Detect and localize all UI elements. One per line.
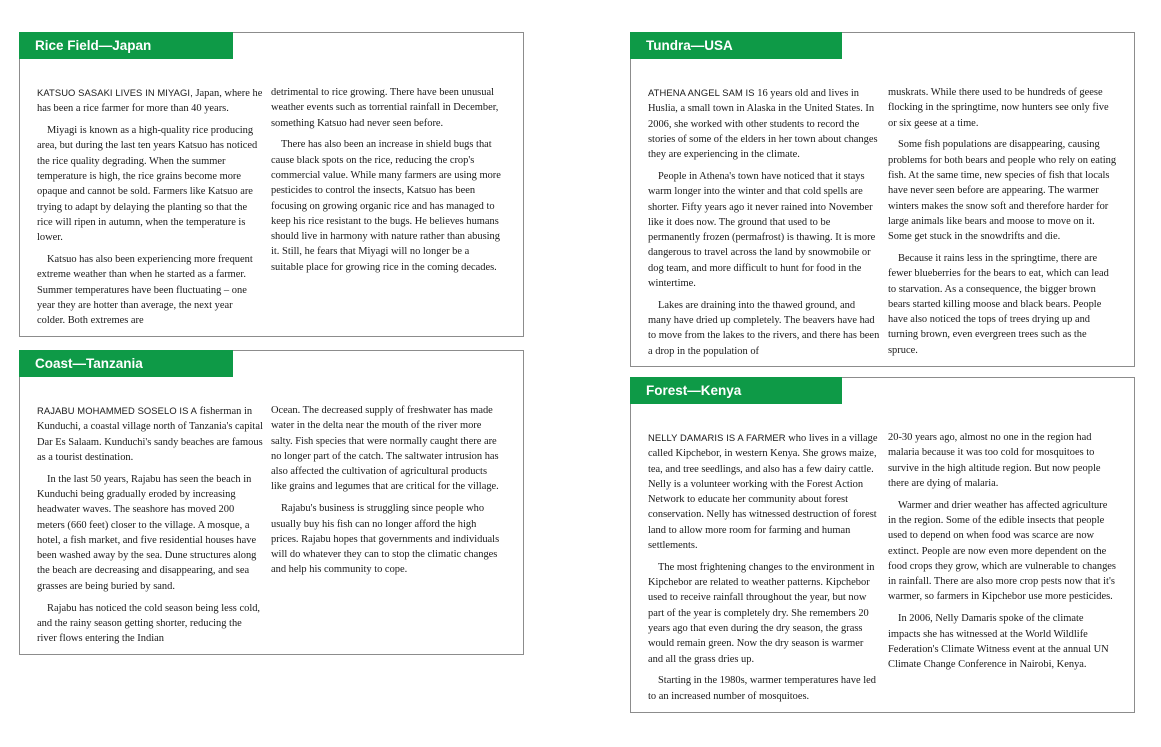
lead-in: KATSUO SASAKI LIVES IN MIYAGI, <box>37 87 193 98</box>
column-1 <box>37 403 271 653</box>
column-1 <box>648 85 888 366</box>
paragraph: Some fish populations are disappearing, causing problems for both bears and people who rely on eating fish. At the same time, new species of fish that locals have never seen before are appearing. The warmer winters makes the snow soft and therefore harder for large animals like bears and moose to move on it. Some get stuck in the snowdrifts and die. <box>888 139 1117 243</box>
section-tanzania <box>19 350 524 655</box>
paragraph: Starting in the 1980s, warmer temperatures have led to an increased number of mosquitoes. <box>648 675 876 702</box>
paragraph: Warmer and drier weather has affected agriculture in the region. Some of the edible insects that people used to depend on when food was scarce are now extinct. People are now even more dependent on the food crops they grow, which are vulnerable to changes in rainfall. There are also more crop pests now that it's warmer, so farmers in Kipchebor use more pesticides. <box>888 499 1116 603</box>
column-2 <box>271 85 501 335</box>
paragraph: People in Athena's town have noticed that it stays warm longer into the winter and that cold spells are shorter. Fifty years ago it never rained into November like it does now. The ground that used to be permanently frozen (permafrost) is thawing. It is more dangerous to travel across the land by snowmobile or dog team, and more difficult to hunt for food in the wintertime. <box>648 170 876 290</box>
paragraph: Rajabu has noticed the cold season being less cold, and the rainy season getting shorter, reducing the river flows entering the Indian <box>37 602 261 645</box>
section-kenya <box>630 377 1135 713</box>
section-usa <box>630 32 1135 367</box>
section-japan <box>19 32 524 337</box>
section-title-japan: Rice Field—Japan <box>19 32 233 59</box>
column-2 <box>888 430 1118 711</box>
section-title-tanzania: Coast—Tanzania <box>19 350 233 377</box>
paragraph: RAJABU MOHAMMED SOSELO IS A fisherman in Kunduchi, a coastal village north of Tanzania's capital Dar Es Salaam. Kunduchi's sandy beaches are famous as a tourist destination. <box>37 405 263 463</box>
paragraph: In the last 50 years, Rajabu has seen the beach in Kunduchi being gradually eroded by increasing headwater waves. The seashore has moved 200 meters (660 feet) closer to the village. A mosque, a hotel, a fish market, and five residential houses have been washed away by the sea. Dune structures along the beach are decreasing and disappearing, and sea grasses are being buried by sand. <box>37 473 257 592</box>
section-title-kenya: Forest—Kenya <box>630 377 842 404</box>
paragraph: KATSUO SASAKI LIVES IN MIYAGI, Japan, where he has been a rice farmer for more than 40 years. <box>37 87 263 115</box>
lead-in: NELLY DAMARIS IS A FARMER <box>648 432 786 443</box>
paragraph: Katsuo has also been experiencing more frequent extreme weather than when he started as a farmer. Summer temperatures have been fluctuating – one year they are hotter than average, the next year colder. Both extremes are <box>37 253 253 327</box>
paragraph: ATHENA ANGEL SAM IS 16 years old and lives in Huslia, a small town in Alaska in the United States. In 2006, she worked with other students to record the stories of some of the elders in her town about changes they are experiencing in the climate. <box>648 87 878 161</box>
section-title-usa: Tundra—USA <box>630 32 842 59</box>
paragraph: The most frightening changes to the environment in Kipchebor are related to weather patterns. Kipchebor used to receive rainfall throughout the year, but now part of the year is completely dry. She remembers 20 years ago that even during the dry season, the grass would remain green. Now the dry season is warmer and all the grass dries up. <box>648 561 875 665</box>
paragraph: Rajabu's business is struggling since people who usually buy his fish can no longer afford the high prices. Rajabu hopes that governments and individuals will do whatever they can to stop the climatic changes and help his community to cope. <box>271 503 500 576</box>
column-2 <box>888 85 1118 366</box>
lead-in: ATHENA ANGEL SAM IS <box>648 87 755 98</box>
paragraph: Ocean. The decreased supply of freshwater has made water in the delta near the mouth of the river more salty. Fish species that were normally caught there are no longer part of the catch. The saltwater intrusion has also affected the cultivation of agricultural products like grains and legumes that are critical for the village. <box>271 405 499 493</box>
paragraph: 20-30 years ago, almost no one in the region had malaria because it was too cold for mosquitoes to survive in the high altitude region. But now people there are dying of malaria. <box>888 432 1101 489</box>
paragraph: detrimental to rice growing. There have been unusual weather events such as torrential rainfall in December, something Katsuo had never seen before. <box>271 87 499 129</box>
column-1 <box>648 430 888 711</box>
paragraph: In 2006, Nelly Damaris spoke of the climate impacts she has witnessed at the World Wildlife Federation's Climate Witness event at the annual UN Climate Change Conference in Nairobi, Kenya. <box>888 613 1109 671</box>
paragraph: There has also been an increase in shield bugs that cause black spots on the rice, reducing the crop's commercial value. While many farmers are using more pesticides to control the insects, Katsuo has been focusing on growing organic rice and has managed to keep his rice resistant to the bugs. He believes humans should live in harmony with nature rather than abusing it. Still, he fears that Miyagi will no longer be a suitable place for growing rice in the coming decades. <box>271 139 501 273</box>
paragraph: Miyagi is known as a high-quality rice producing area, but during the last ten years Katsuo has noticed the rice quality degrading. When the summer temperature is high, the rice grains become more opaque and cannot be sold. Farmers like Katsuo are trying to adapt by delaying the planting so that the rice will ripen in autumn, when the temperature is lower. <box>37 125 258 244</box>
paragraph: Because it rains less in the springtime, there are fewer blueberries for the bears to eat, which can lead to starvation. As a consequence, the bigger brown bears started killing moose and black bears. People have also noticed the tops of trees drying up and turning brown, even evergreen trees such as the spruce. <box>888 252 1109 356</box>
paragraph: Lakes are draining into the thawed ground, and many have dried up completely. The beavers have had to move from the lakes to the rivers, and there has been a drop in the population of <box>648 299 880 357</box>
paragraph: muskrats. While there used to be hundreds of geese flocking in the springtime, now hunters see only five or six geese at a time. <box>888 87 1109 129</box>
column-1 <box>37 85 271 335</box>
column-2 <box>271 403 501 653</box>
lead-in: RAJABU MOHAMMED SOSELO IS A <box>37 405 198 416</box>
paragraph: NELLY DAMARIS IS A FARMER who lives in a village called Kipchebor, in western Kenya. She grows maize, tea, and tree seedlings, and also has a few dairy cattle. Nelly is a volunteer working with the Forest Action Network to educate her community about forest conservation. Nelly has witnessed destruction of forest land to allow more room for farming and human settlements. <box>648 432 878 552</box>
